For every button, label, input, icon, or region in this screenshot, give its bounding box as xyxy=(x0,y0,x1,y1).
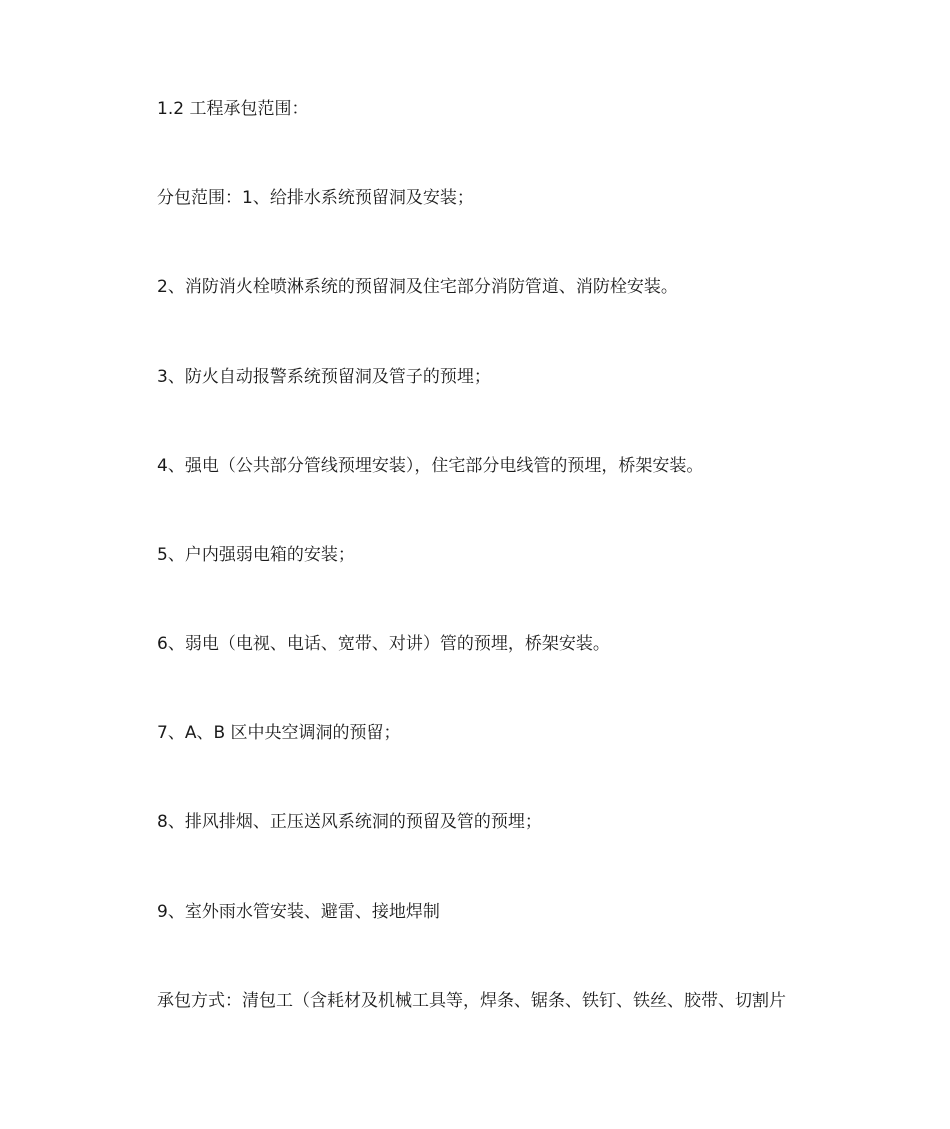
scope-intro: 分包范围：1、给排水系统预留洞及安装； xyxy=(157,188,474,208)
scope-item-3: 3、防火自动报警系统预留洞及管子的预埋； xyxy=(157,367,491,387)
scope-item-9: 9、室外雨水管安装、避雷、接地焊制 xyxy=(157,902,440,922)
scope-item-5: 5、户内强弱电箱的安装； xyxy=(157,545,355,565)
scope-item-4: 4、强电（公共部分管线预埋安装），住宅部分电线管的预埋，桥架安装。 xyxy=(157,456,704,476)
section-heading: 1.2 工程承包范围： xyxy=(157,99,309,119)
contract-method: 承包方式：清包工（含耗材及机械工具等，焊条、锯条、铁钉、铁丝、胶带、切割片 xyxy=(157,991,786,1011)
scope-item-2: 2、消防消火栓喷淋系统的预留洞及住宅部分消防管道、消防栓安装。 xyxy=(157,277,678,297)
scope-item-8: 8、排风排烟、正压送风系统洞的预留及管的预埋； xyxy=(157,812,542,832)
scope-item-6: 6、弱电（电视、电话、宽带、对讲）管的预埋，桥架安装。 xyxy=(157,634,610,654)
scope-item-7: 7、A、B 区中央空调洞的预留； xyxy=(157,723,401,743)
